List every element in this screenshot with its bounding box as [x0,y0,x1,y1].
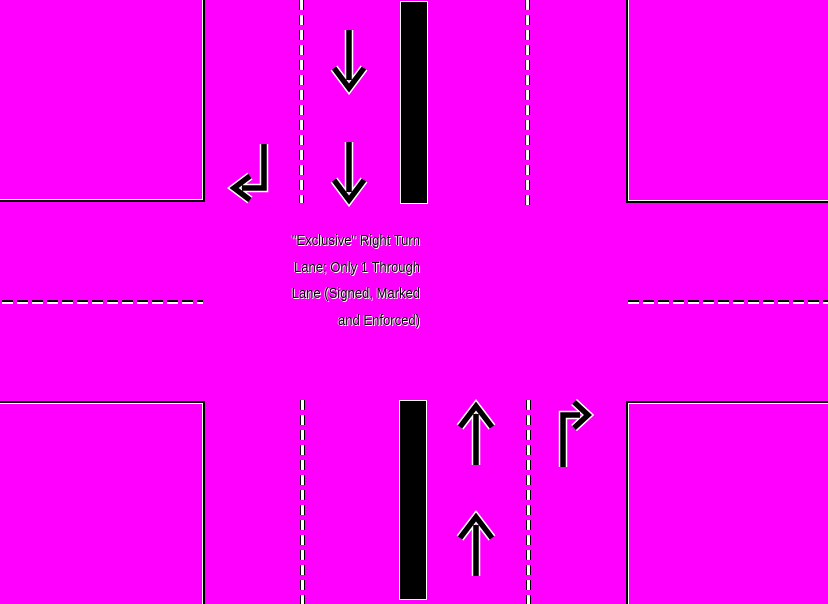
median-bar-south [400,401,426,599]
annotation-line: Lane (Signed, Marked [291,285,420,302]
up-right-turn-arrow-icon [557,398,592,469]
corner-block-bottom-left [0,401,205,604]
up-arrow-icon [456,512,496,579]
corner-block-bottom-right [626,401,828,604]
down-left-turn-arrow-icon [230,142,268,204]
lane-line-south-left [300,400,305,604]
annotation-line: Lane; Only 1 Through [293,258,420,276]
center-line-east [628,300,828,304]
lane-line-south-right [526,400,531,604]
median-bar-north [401,2,427,203]
corner-block-top-left [0,0,205,202]
annotation-text [291,228,420,334]
corner-block-top-right [626,0,828,203]
lane-line-north-left [299,0,304,203]
annotation-line: "Exclusive" Right Turn [291,232,420,249]
center-line-west [2,300,203,304]
annotation-line: and Enforced) [338,311,420,329]
up-arrow-icon [456,401,496,468]
lane-line-north-right [525,0,530,205]
down-arrow-icon [331,139,367,205]
down-arrow-icon [331,27,367,93]
